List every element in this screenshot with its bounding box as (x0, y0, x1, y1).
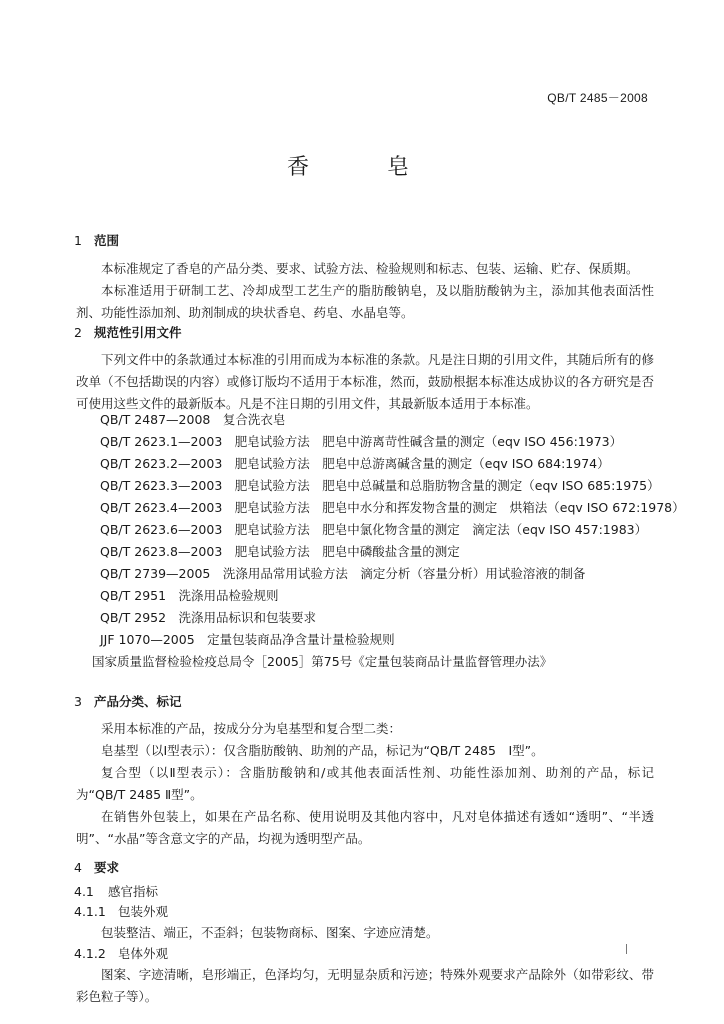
section-2-heading (74, 323, 182, 341)
soap-appearance-text: 图案、字迹清晰，皂形端正，色泽均匀，无明显杂质和污迹；特殊外观要求产品除外（如带彩纹、带彩色粒子等）。 (76, 967, 654, 1004)
classification-note: 在销售外包装上，如果在产品名称、使用说明及其他内容中，凡对皂体描述有透如“透明”、“半透明”、“水晶”等含意文字的产品，均视为透明型产品。 (76, 809, 654, 846)
section-title: 规范性引用文件 (94, 325, 182, 340)
reference-item: QB/T 2623.6—2003 肥皂试验方法 肥皂中氯化物含量的测定 滴定法（eqv ISO 457:1983） (100, 522, 648, 537)
scan-mark (626, 944, 627, 954)
section-3-heading (74, 692, 182, 710)
subsection-number: 4.1 (74, 884, 94, 899)
subsection-4-1-2-heading (74, 944, 168, 962)
packaging-appearance-text: 包装整洁、端正，不歪斜；包装物商标、图案、字迹应清楚。 (101, 925, 439, 940)
section-4-heading (74, 858, 119, 876)
subsection-title: 包装外观 (118, 904, 169, 919)
reference-item: QB/T 2951 洗涤用品检验规则 (100, 588, 279, 603)
subsection-4-1-1-heading (74, 902, 168, 920)
section-title: 范围 (94, 233, 120, 248)
subsection-title: 皂体外观 (118, 946, 169, 961)
reference-item: JJF 1070—2005 定量包装商品净含量计量检验规则 (100, 632, 395, 647)
section-number: 3 (74, 694, 82, 709)
normative-intro: 下列文件中的条款通过本标准的引用而成为本标准的条款。凡是注日期的引用文件，其随后所有的修改单（不包括勘误的内容）或修订版均不适用于本标准，然而，鼓励根据本标准达成协议的各方研究是否可使用这些文件的最新版本。凡是不注日期的引用文件，其最新版本适用于本标准。 (76, 352, 654, 411)
reference-item: QB/T 2623.3—2003 肥皂试验方法 肥皂中总碱量和总脂肪物含量的测定（eqv ISO 685:1975） (100, 478, 660, 493)
section-title: 产品分类、标记 (94, 694, 182, 709)
section-number: 4 (74, 860, 82, 875)
section-1-heading (74, 231, 119, 249)
section-title: 要求 (94, 860, 120, 875)
subsection-4-1-heading (74, 882, 158, 900)
scope-paragraph-1: 本标准规定了香皂的产品分类、要求、试验方法、检验规则和标志、包装、运输、贮存、保质期。 (101, 261, 639, 276)
reference-item: QB/T 2623.4—2003 肥皂试验方法 肥皂中水分和挥发物含量的测定 烘箱法（eqv ISO 672:1978） (100, 500, 685, 515)
section-number: 2 (74, 325, 82, 340)
reference-item: QB/T 2623.1—2003 肥皂试验方法 肥皂中游离苛性碱含量的测定（eqv ISO 456:1973） (100, 434, 623, 449)
reference-item: QB/T 2739—2005 洗涤用品常用试验方法 滴定分析（容量分析）用试验溶液的制备 (100, 566, 586, 581)
reference-item: 国家质量监督检验检疫总局令［2005］第75号《定量包装商品计量监督管理办法》 (92, 654, 553, 669)
classification-type-1: 皂基型（以Ⅰ型表示）：仅含脂肪酸钠、助剂的产品，标记为“QB/T 2485 Ⅰ型”。 (101, 743, 544, 758)
reference-item: QB/T 2623.2—2003 肥皂试验方法 肥皂中总游离碱含量的测定（eqv ISO 684:1974） (100, 456, 610, 471)
classification-type-2: 复合型（以Ⅱ型表示）：含脂肪酸钠和/或其他表面活性剂、功能性添加剂、助剂的产品，标记为“QB/T 2485 Ⅱ型”。 (76, 765, 654, 802)
subsection-number: 4.1.1 (74, 904, 106, 919)
classification-intro: 采用本标准的产品，按成分分为皂基型和复合型二类： (101, 721, 402, 736)
page-title: 香 皂 (286, 155, 437, 180)
section-number: 1 (74, 233, 82, 248)
standard-code: QB/T 2485－2008 (547, 91, 648, 105)
reference-item: QB/T 2952 洗涤用品标识和包装要求 (100, 610, 317, 625)
reference-item: QB/T 2623.8—2003 肥皂试验方法 肥皂中磷酸盐含量的测定 (100, 544, 460, 559)
subsection-title: 感官指标 (108, 884, 159, 899)
subsection-number: 4.1.2 (74, 946, 106, 961)
scope-paragraph-2: 本标准适用于研制工艺、冷却成型工艺生产的脂肪酸钠皂，及以脂肪酸钠为主，添加其他表面活性剂、功能性添加剂、助剂制成的块状香皂、药皂、水晶皂等。 (76, 283, 654, 320)
reference-item: QB/T 2487—2008 复合洗衣皂 (100, 412, 286, 427)
